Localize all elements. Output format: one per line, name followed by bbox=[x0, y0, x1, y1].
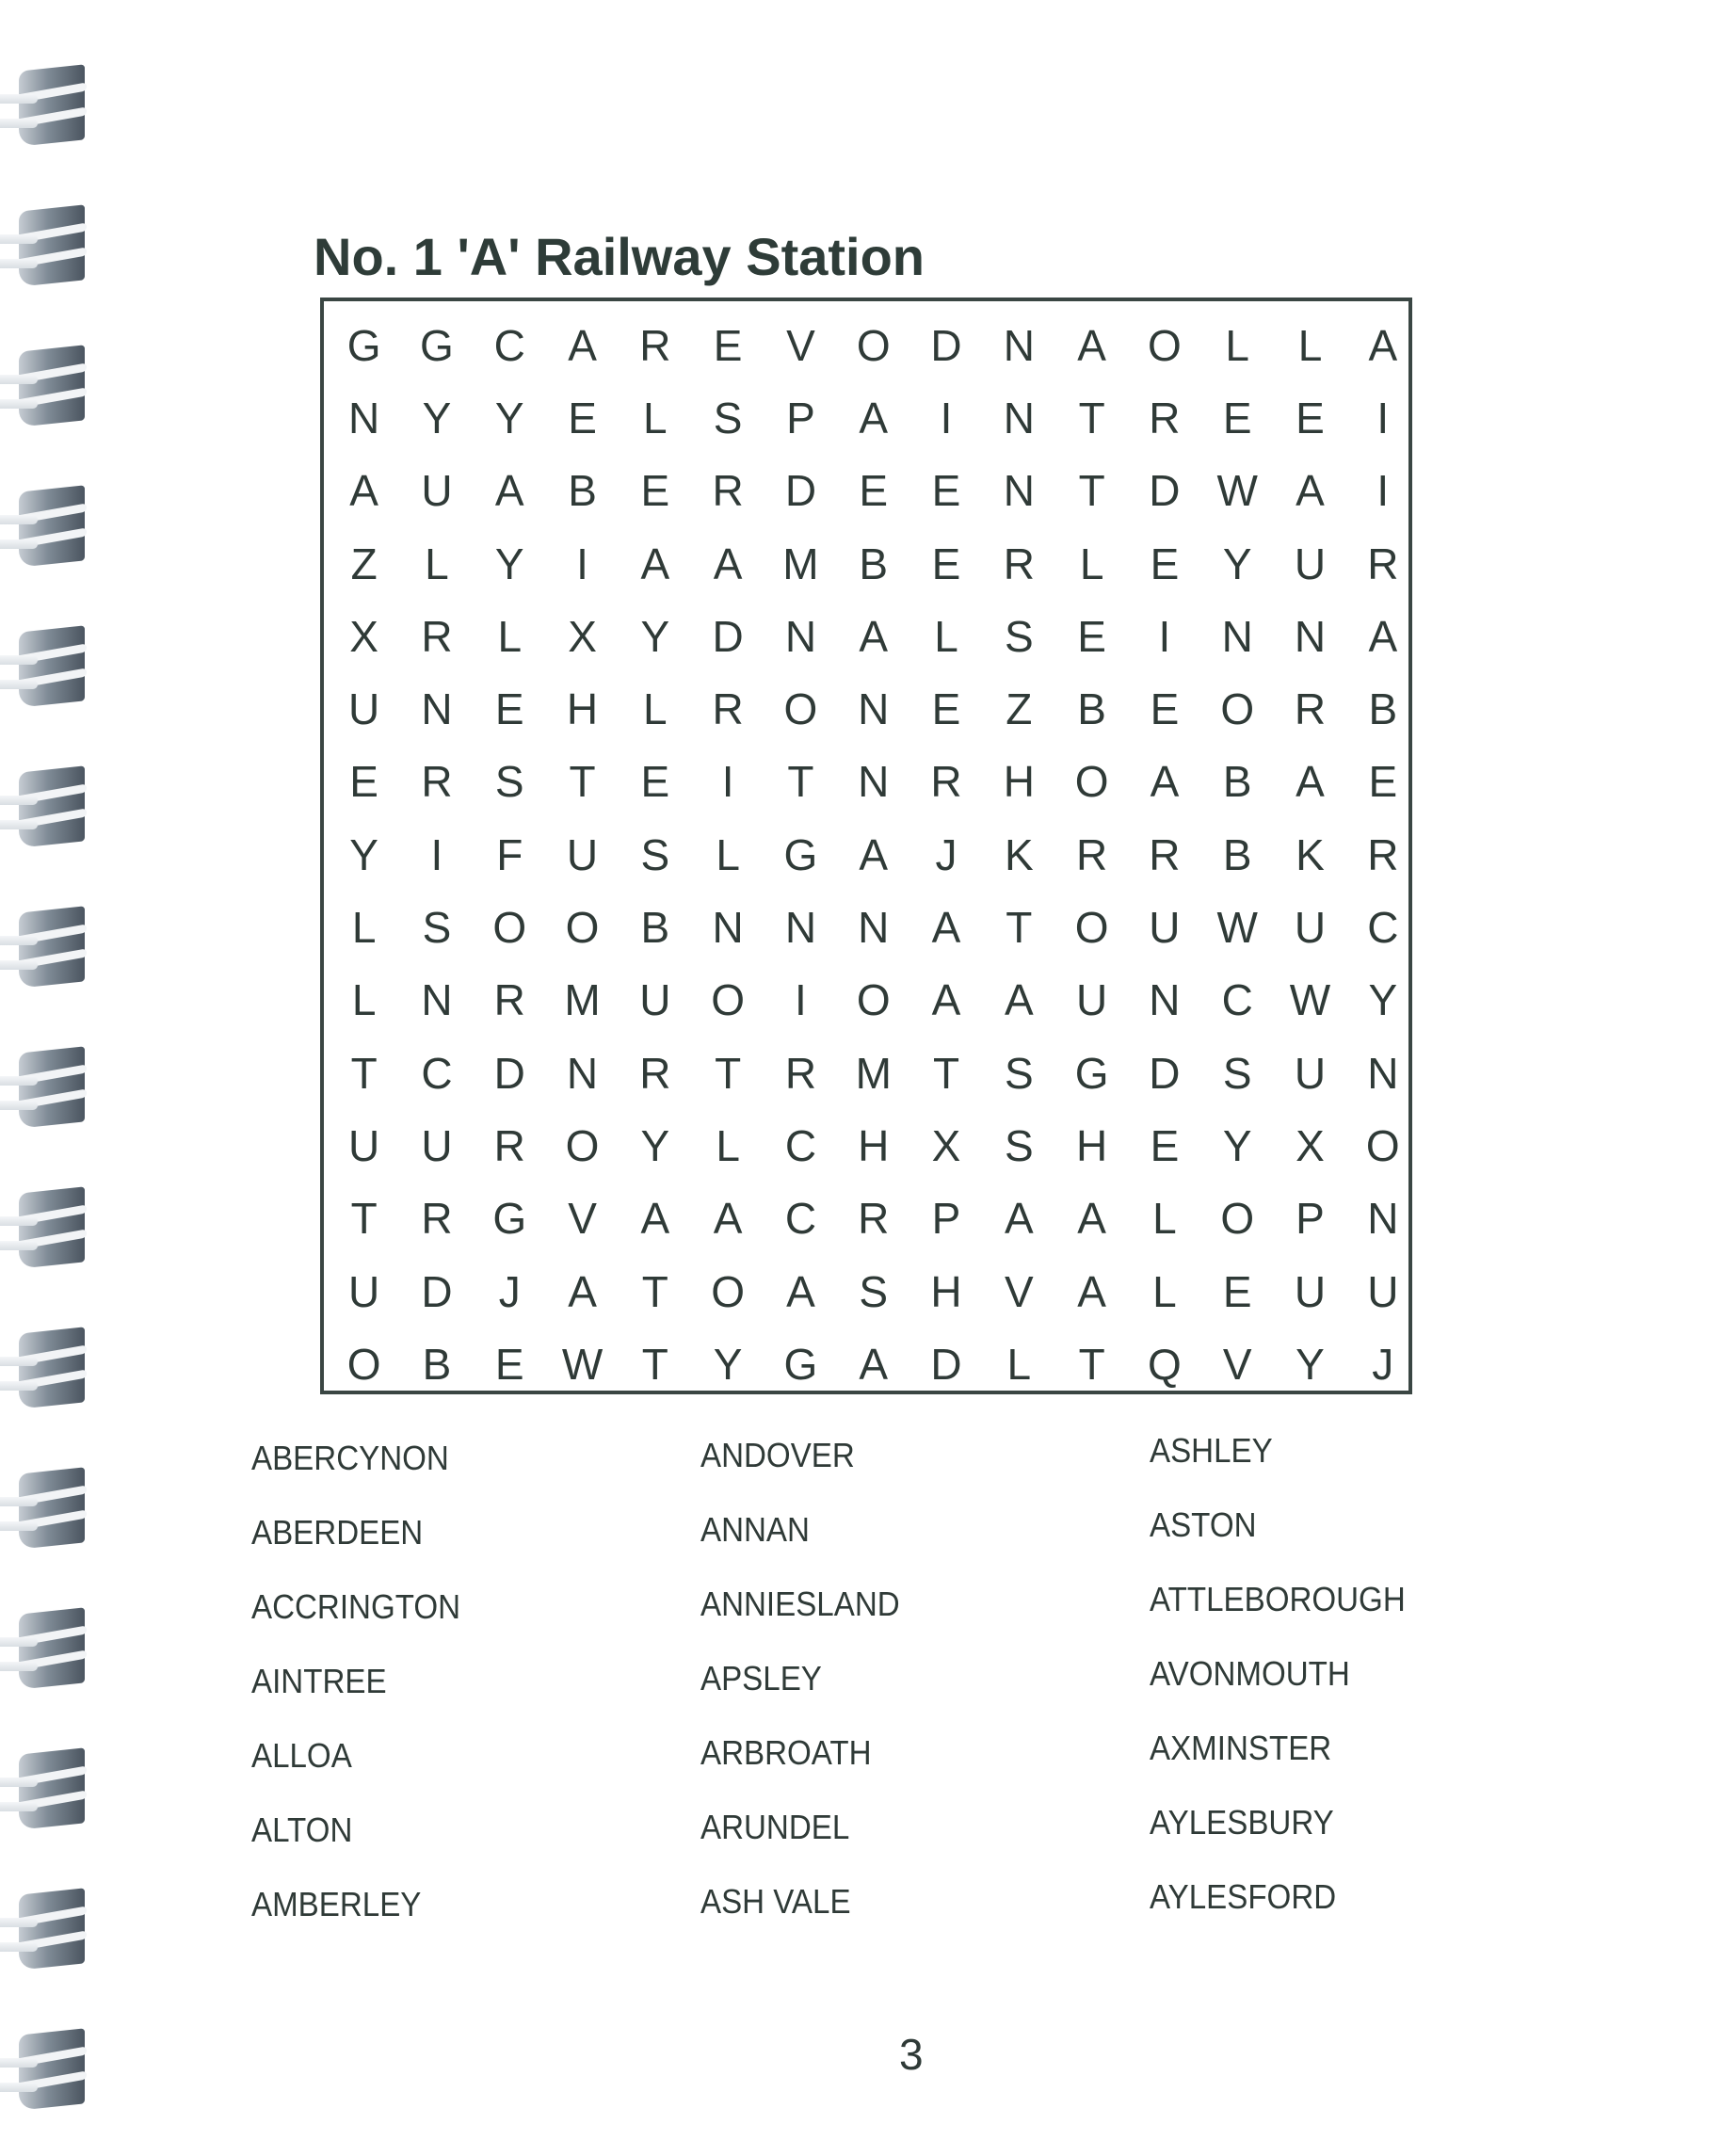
word-list-item: ANNAN bbox=[700, 1510, 810, 1549]
grid-letter[interactable]: R bbox=[930, 757, 962, 807]
grid-letter[interactable]: R bbox=[639, 1048, 671, 1098]
word-list-item: ACCRINGTON bbox=[251, 1587, 461, 1626]
grid-letter[interactable]: R bbox=[1294, 684, 1327, 734]
spiral-coil-icon bbox=[0, 2032, 87, 2107]
word-list-item: AXMINSTER bbox=[1150, 1729, 1332, 1767]
grid-letter[interactable]: J bbox=[498, 1266, 521, 1316]
word-list-item: AINTREE bbox=[251, 1662, 387, 1700]
grid-letter[interactable]: X bbox=[349, 611, 378, 661]
grid-letter[interactable]: R bbox=[493, 975, 525, 1025]
grid-letter[interactable]: O bbox=[856, 975, 891, 1025]
grid-letter[interactable]: N bbox=[1367, 1048, 1399, 1098]
grid-letter[interactable]: E bbox=[931, 539, 961, 588]
grid-letter[interactable]: S bbox=[640, 829, 670, 879]
grid-letter[interactable]: B bbox=[640, 903, 670, 953]
grid-letter[interactable]: I bbox=[940, 393, 953, 442]
grid-letter[interactable]: U bbox=[348, 1120, 380, 1170]
grid-letter[interactable]: N bbox=[1367, 1194, 1399, 1244]
word-list-item: AYLESFORD bbox=[1150, 1877, 1337, 1916]
word-list-item: ANDOVER bbox=[700, 1436, 855, 1474]
grid-letter[interactable]: U bbox=[1294, 539, 1327, 588]
grid-letter[interactable]: Y bbox=[640, 611, 670, 661]
grid-letter[interactable]: T bbox=[1006, 903, 1033, 953]
grid-letter[interactable]: T bbox=[1078, 466, 1105, 516]
grid-letter[interactable]: N bbox=[421, 684, 453, 734]
spiral-coil-icon bbox=[0, 1611, 87, 1686]
grid-letter[interactable]: N bbox=[1003, 393, 1035, 442]
grid-letter[interactable]: R bbox=[493, 1120, 525, 1170]
grid-letter[interactable]: O bbox=[711, 975, 746, 1025]
grid-letter[interactable]: Y bbox=[640, 1120, 670, 1170]
grid-letter[interactable]: L bbox=[1006, 1339, 1032, 1389]
grid-letter[interactable]: E bbox=[1368, 757, 1398, 807]
grid-letter[interactable]: R bbox=[784, 1048, 817, 1098]
grid-letter[interactable]: R bbox=[421, 611, 453, 661]
word-list-item: ARUNDEL bbox=[700, 1808, 850, 1846]
word-list-item: ASTON bbox=[1150, 1505, 1257, 1544]
grid-letter[interactable]: E bbox=[931, 684, 961, 734]
grid-letter[interactable]: U bbox=[421, 1120, 453, 1170]
grid-letter[interactable]: W bbox=[1216, 466, 1258, 516]
grid-letter[interactable]: Y bbox=[422, 393, 452, 442]
grid-letter[interactable]: B bbox=[568, 466, 597, 516]
grid-letter[interactable]: E bbox=[1296, 393, 1325, 442]
grid-letter[interactable]: O bbox=[711, 1266, 746, 1316]
grid-letter[interactable]: G bbox=[492, 1194, 527, 1244]
grid-letter[interactable]: U bbox=[1076, 975, 1108, 1025]
grid-letter[interactable]: O bbox=[783, 684, 818, 734]
grid-letter[interactable]: D bbox=[1149, 1048, 1181, 1098]
grid-letter[interactable]: R bbox=[1149, 393, 1181, 442]
grid-letter[interactable]: U bbox=[566, 829, 599, 879]
grid-letter[interactable]: L bbox=[351, 975, 377, 1025]
grid-letter[interactable]: W bbox=[561, 1339, 604, 1389]
grid-letter[interactable]: P bbox=[786, 393, 815, 442]
grid-letter[interactable]: B bbox=[1222, 757, 1252, 807]
grid-letter[interactable]: V bbox=[786, 320, 815, 370]
word-list-item: ASHLEY bbox=[1150, 1431, 1273, 1470]
grid-letter[interactable]: T bbox=[641, 1266, 668, 1316]
grid-letter[interactable]: A bbox=[1296, 757, 1325, 807]
grid-letter[interactable]: B bbox=[1222, 829, 1252, 879]
grid-letter[interactable]: L bbox=[1225, 320, 1249, 370]
grid-letter[interactable]: L bbox=[643, 684, 668, 734]
grid-letter[interactable]: U bbox=[348, 1266, 380, 1316]
grid-letter[interactable]: Y bbox=[494, 539, 524, 588]
word-list-item: AMBERLEY bbox=[251, 1885, 422, 1923]
spiral-coil-icon bbox=[0, 1190, 87, 1265]
grid-letter[interactable]: N bbox=[784, 611, 817, 661]
spiral-binding bbox=[0, 0, 94, 2156]
grid-letter[interactable]: X bbox=[1296, 1120, 1325, 1170]
grid-letter[interactable]: F bbox=[496, 829, 523, 879]
grid-letter[interactable]: N bbox=[421, 975, 453, 1025]
spiral-coil-icon bbox=[0, 208, 87, 283]
grid-letter[interactable]: S bbox=[1004, 1120, 1034, 1170]
grid-letter[interactable]: E bbox=[1150, 684, 1180, 734]
grid-letter[interactable]: Z bbox=[350, 539, 378, 588]
grid-letter[interactable]: O bbox=[1148, 320, 1182, 370]
grid-letter[interactable]: A bbox=[859, 393, 889, 442]
grid-letter[interactable]: M bbox=[855, 1048, 892, 1098]
grid-letter[interactable]: G bbox=[420, 320, 454, 370]
grid-letter[interactable]: S bbox=[1222, 1048, 1252, 1098]
grid-letter[interactable]: K bbox=[1004, 829, 1034, 879]
spiral-coil-icon bbox=[0, 1050, 87, 1125]
grid-letter[interactable]: N bbox=[784, 903, 817, 953]
grid-letter[interactable]: I bbox=[1376, 393, 1390, 442]
grid-letter[interactable]: P bbox=[1296, 1194, 1325, 1244]
grid-letter[interactable]: B bbox=[1077, 684, 1106, 734]
spiral-coil-icon bbox=[0, 909, 87, 985]
grid-letter[interactable]: I bbox=[1376, 466, 1390, 516]
grid-letter[interactable]: W bbox=[1289, 975, 1331, 1025]
grid-letter[interactable]: E bbox=[931, 466, 961, 516]
spiral-coil-icon bbox=[0, 629, 87, 704]
grid-letter[interactable]: R bbox=[421, 757, 453, 807]
grid-letter[interactable]: A bbox=[1004, 975, 1034, 1025]
grid-letter[interactable]: H bbox=[858, 1120, 890, 1170]
grid-letter[interactable]: B bbox=[1368, 684, 1398, 734]
grid-letter[interactable]: T bbox=[569, 757, 596, 807]
grid-letter[interactable]: Y bbox=[1296, 1339, 1325, 1389]
grid-letter[interactable]: C bbox=[1221, 975, 1253, 1025]
grid-letter[interactable]: L bbox=[1152, 1266, 1177, 1316]
grid-letter[interactable]: A bbox=[859, 829, 889, 879]
word-list-item: APSLEY bbox=[700, 1659, 822, 1697]
grid-letter[interactable]: O bbox=[1074, 903, 1109, 953]
grid-letter[interactable]: N bbox=[858, 757, 890, 807]
grid-letter[interactable]: R bbox=[1149, 829, 1181, 879]
grid-letter[interactable]: E bbox=[859, 466, 889, 516]
grid-letter[interactable]: O bbox=[565, 903, 600, 953]
grid-letter[interactable]: A bbox=[1150, 757, 1180, 807]
grid-letter[interactable]: E bbox=[713, 320, 743, 370]
grid-letter[interactable]: S bbox=[1004, 1048, 1034, 1098]
grid-letter[interactable]: O bbox=[1220, 1194, 1255, 1244]
grid-letter[interactable]: Y bbox=[349, 829, 378, 879]
grid-letter[interactable]: E bbox=[494, 1339, 524, 1389]
grid-letter[interactable]: J bbox=[1372, 1339, 1394, 1389]
grid-letter[interactable]: D bbox=[493, 1048, 525, 1098]
grid-letter[interactable]: O bbox=[492, 903, 527, 953]
grid-letter[interactable]: O bbox=[346, 1339, 381, 1389]
grid-letter[interactable]: Y bbox=[1368, 975, 1398, 1025]
grid-letter[interactable]: R bbox=[858, 1194, 890, 1244]
grid-letter[interactable]: R bbox=[421, 1194, 453, 1244]
grid-letter[interactable]: A bbox=[640, 1194, 670, 1244]
grid-letter[interactable]: E bbox=[1222, 393, 1252, 442]
grid-letter[interactable]: Y bbox=[494, 393, 524, 442]
grid-letter[interactable]: U bbox=[421, 466, 453, 516]
grid-letter[interactable]: A bbox=[1077, 320, 1106, 370]
grid-letter[interactable]: E bbox=[1222, 1266, 1252, 1316]
grid-letter[interactable]: A bbox=[568, 1266, 597, 1316]
grid-letter[interactable]: M bbox=[564, 975, 601, 1025]
grid-letter[interactable]: B bbox=[859, 539, 889, 588]
grid-letter[interactable]: R bbox=[1367, 829, 1399, 879]
grid-letter[interactable]: D bbox=[1149, 466, 1181, 516]
grid-letter[interactable]: A bbox=[859, 611, 889, 661]
grid-letter[interactable]: D bbox=[712, 611, 744, 661]
grid-letter[interactable]: H bbox=[566, 684, 599, 734]
word-list-item: ABERDEEN bbox=[251, 1513, 424, 1552]
grid-letter[interactable]: A bbox=[1077, 1266, 1106, 1316]
grid-letter[interactable]: I bbox=[576, 539, 588, 588]
grid-letter[interactable]: I bbox=[795, 975, 807, 1025]
grid-letter[interactable]: C bbox=[1367, 903, 1399, 953]
word-list-item: ABERCYNON bbox=[251, 1439, 449, 1477]
grid-letter[interactable]: I bbox=[430, 829, 443, 879]
grid-letter[interactable]: G bbox=[783, 1339, 818, 1389]
grid-letter[interactable]: T bbox=[715, 1048, 742, 1098]
word-list-item: ALTON bbox=[251, 1810, 353, 1849]
grid-letter[interactable]: L bbox=[497, 611, 523, 661]
grid-letter[interactable]: L bbox=[1152, 1194, 1177, 1244]
word-list-item: ASH VALE bbox=[700, 1882, 851, 1921]
grid-letter[interactable]: O bbox=[565, 1120, 600, 1170]
grid-letter[interactable]: V bbox=[1222, 1339, 1252, 1389]
grid-letter[interactable]: G bbox=[1074, 1048, 1109, 1098]
grid-letter[interactable]: X bbox=[568, 611, 597, 661]
grid-letter[interactable]: I bbox=[1158, 611, 1171, 661]
grid-letter[interactable]: Q bbox=[1148, 1339, 1182, 1389]
grid-letter[interactable]: E bbox=[640, 757, 670, 807]
grid-letter[interactable]: O bbox=[856, 320, 891, 370]
grid-letter[interactable]: S bbox=[494, 757, 524, 807]
grid-letter[interactable]: N bbox=[1003, 320, 1035, 370]
grid-letter[interactable]: W bbox=[1216, 903, 1258, 953]
grid-letter[interactable]: A bbox=[349, 466, 378, 516]
word-list-item: ALLOA bbox=[251, 1736, 352, 1775]
grid-letter[interactable]: L bbox=[716, 1120, 740, 1170]
grid-letter[interactable]: O bbox=[1365, 1120, 1400, 1170]
grid-letter[interactable]: D bbox=[784, 466, 817, 516]
grid-letter[interactable]: T bbox=[350, 1048, 378, 1098]
grid-letter[interactable]: G bbox=[346, 320, 381, 370]
grid-letter[interactable]: G bbox=[783, 829, 818, 879]
grid-letter[interactable]: N bbox=[348, 393, 380, 442]
grid-letter[interactable]: B bbox=[422, 1339, 452, 1389]
grid-letter[interactable]: R bbox=[1076, 829, 1108, 879]
grid-letter[interactable]: T bbox=[787, 757, 814, 807]
grid-letter[interactable]: U bbox=[1294, 1048, 1327, 1098]
grid-letter[interactable]: L bbox=[351, 903, 377, 953]
grid-letter[interactable]: S bbox=[422, 903, 452, 953]
grid-letter[interactable]: N bbox=[858, 903, 890, 953]
grid-letter[interactable]: E bbox=[568, 393, 597, 442]
grid-letter[interactable]: A bbox=[931, 903, 961, 953]
grid-letter[interactable]: X bbox=[931, 1120, 961, 1170]
word-list-item: ATTLEBOROUGH bbox=[1150, 1580, 1406, 1618]
grid-letter[interactable]: N bbox=[1294, 611, 1327, 661]
spiral-coil-icon bbox=[0, 489, 87, 564]
grid-letter[interactable]: A bbox=[931, 975, 961, 1025]
grid-letter[interactable]: R bbox=[1367, 539, 1399, 588]
grid-letter[interactable]: C bbox=[784, 1194, 817, 1244]
grid-letter[interactable]: T bbox=[350, 1194, 378, 1244]
grid-letter[interactable]: V bbox=[1004, 1266, 1034, 1316]
grid-letter[interactable]: E bbox=[494, 684, 524, 734]
grid-letter[interactable]: A bbox=[1004, 1194, 1034, 1244]
grid-letter[interactable]: C bbox=[421, 1048, 453, 1098]
spiral-coil-icon bbox=[0, 348, 87, 424]
grid-letter[interactable]: Y bbox=[713, 1339, 743, 1389]
grid-letter[interactable]: A bbox=[1368, 611, 1398, 661]
grid-letter[interactable]: U bbox=[348, 684, 380, 734]
grid-letter[interactable]: L bbox=[1297, 320, 1323, 370]
grid-letter[interactable]: R bbox=[1003, 539, 1035, 588]
grid-letter[interactable]: E bbox=[1077, 611, 1106, 661]
grid-letter[interactable]: I bbox=[721, 757, 734, 807]
grid-letter[interactable]: L bbox=[716, 829, 740, 879]
spiral-coil-icon bbox=[0, 1891, 87, 1967]
grid-letter[interactable]: S bbox=[1004, 611, 1034, 661]
grid-letter[interactable]: M bbox=[782, 539, 819, 588]
grid-letter[interactable]: L bbox=[643, 393, 668, 442]
grid-letter[interactable]: A bbox=[713, 539, 743, 588]
letter-grid bbox=[324, 309, 1412, 1400]
grid-letter[interactable]: K bbox=[1296, 829, 1325, 879]
grid-letter[interactable]: T bbox=[1078, 393, 1105, 442]
grid-letter[interactable]: A bbox=[859, 1339, 889, 1389]
grid-letter[interactable]: R bbox=[712, 684, 744, 734]
grid-letter[interactable]: N bbox=[712, 903, 744, 953]
grid-letter[interactable]: U bbox=[1294, 903, 1327, 953]
grid-letter[interactable]: S bbox=[859, 1266, 889, 1316]
grid-letter[interactable]: E bbox=[1150, 1120, 1180, 1170]
grid-letter[interactable]: U bbox=[1149, 903, 1181, 953]
spiral-coil-icon bbox=[0, 1751, 87, 1826]
grid-letter[interactable]: A bbox=[568, 320, 597, 370]
grid-letter[interactable]: A bbox=[1077, 1194, 1106, 1244]
grid-letter[interactable]: V bbox=[568, 1194, 597, 1244]
grid-letter[interactable]: N bbox=[566, 1048, 599, 1098]
grid-letter[interactable]: H bbox=[1076, 1120, 1108, 1170]
word-list-item: ARBROATH bbox=[700, 1733, 872, 1772]
grid-letter[interactable]: E bbox=[640, 466, 670, 516]
grid-letter[interactable]: U bbox=[1367, 1266, 1399, 1316]
grid-letter[interactable]: L bbox=[425, 539, 449, 588]
grid-letter[interactable]: O bbox=[1074, 757, 1109, 807]
grid-letter[interactable]: D bbox=[930, 1339, 962, 1389]
spiral-coil-icon bbox=[0, 68, 87, 143]
page-number: 3 bbox=[899, 2030, 924, 2079]
grid-letter[interactable]: U bbox=[1294, 1266, 1327, 1316]
grid-letter[interactable]: C bbox=[493, 320, 525, 370]
grid-letter[interactable]: C bbox=[784, 1120, 817, 1170]
grid-letter[interactable]: R bbox=[639, 320, 671, 370]
grid-letter[interactable]: H bbox=[930, 1266, 962, 1316]
grid-letter[interactable]: A bbox=[1296, 466, 1325, 516]
grid-letter[interactable]: T bbox=[641, 1339, 668, 1389]
grid-letter[interactable]: N bbox=[1149, 975, 1181, 1025]
word-search-grid bbox=[320, 298, 1412, 1394]
grid-letter[interactable]: A bbox=[786, 1266, 815, 1316]
grid-letter[interactable]: N bbox=[1221, 611, 1253, 661]
word-list-item: ANNIESLAND bbox=[700, 1585, 900, 1623]
spiral-coil-icon bbox=[0, 1471, 87, 1546]
page-title: No. 1 'A' Railway Station bbox=[314, 227, 925, 286]
word-list-item: AVONMOUTH bbox=[1150, 1654, 1350, 1693]
grid-letter[interactable]: L bbox=[1079, 539, 1104, 588]
grid-letter[interactable]: L bbox=[934, 611, 958, 661]
grid-letter[interactable]: P bbox=[931, 1194, 961, 1244]
grid-letter[interactable]: A bbox=[494, 466, 524, 516]
grid-letter[interactable]: A bbox=[640, 539, 670, 588]
grid-letter[interactable]: T bbox=[1078, 1339, 1105, 1389]
word-list bbox=[251, 1422, 1475, 1930]
grid-letter[interactable]: S bbox=[713, 393, 743, 442]
grid-letter[interactable]: H bbox=[1003, 757, 1035, 807]
grid-letter[interactable]: U bbox=[639, 975, 671, 1025]
grid-letter[interactable]: T bbox=[932, 1048, 960, 1098]
grid-letter[interactable]: A bbox=[713, 1194, 743, 1244]
spiral-coil-icon bbox=[0, 1330, 87, 1406]
grid-letter[interactable]: N bbox=[858, 684, 890, 734]
grid-letter[interactable]: J bbox=[935, 829, 958, 879]
grid-letter[interactable]: A bbox=[1368, 320, 1398, 370]
grid-letter[interactable]: E bbox=[349, 757, 378, 807]
grid-letter[interactable]: O bbox=[1220, 684, 1255, 734]
grid-letter[interactable]: Z bbox=[1006, 684, 1033, 734]
grid-letter[interactable]: D bbox=[930, 320, 962, 370]
spiral-coil-icon bbox=[0, 769, 87, 845]
grid-letter[interactable]: D bbox=[421, 1266, 453, 1316]
grid-letter[interactable]: E bbox=[1150, 539, 1180, 588]
grid-letter[interactable]: R bbox=[712, 466, 744, 516]
grid-letter[interactable]: N bbox=[1003, 466, 1035, 516]
word-list-item: AYLESBURY bbox=[1150, 1803, 1334, 1842]
grid-letter[interactable]: Y bbox=[1222, 539, 1252, 588]
grid-letter[interactable]: Y bbox=[1222, 1120, 1252, 1170]
